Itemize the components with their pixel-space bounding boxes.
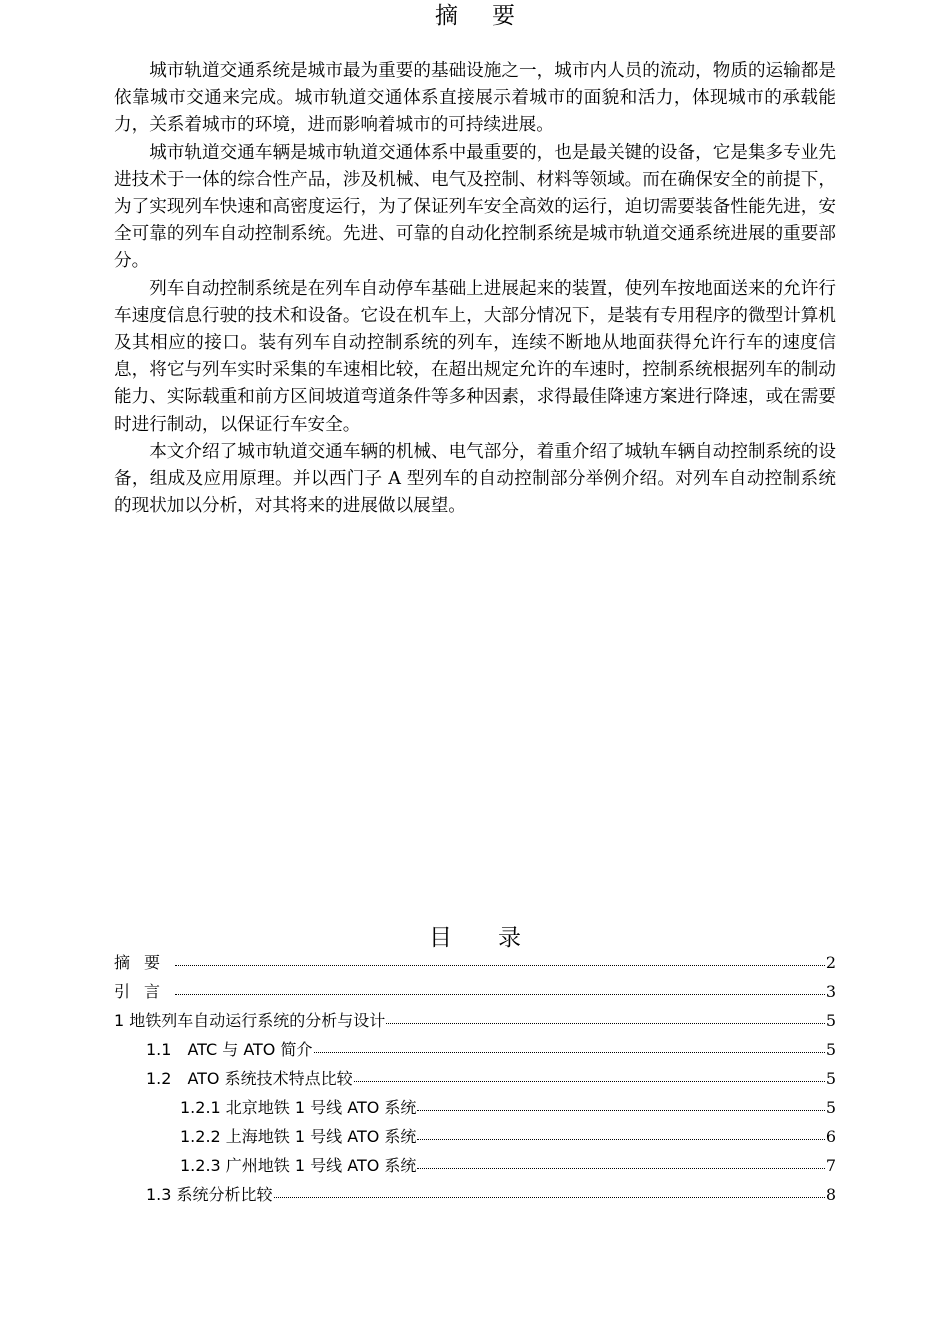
toc-entry-page: 5 xyxy=(825,1069,836,1088)
abstract-title: 摘要 xyxy=(435,3,549,29)
toc-leader-dots xyxy=(274,1181,825,1198)
abstract-paragraph: 城市轨道交通车辆是城市轨道交通体系中最重要的，也是最关键的设备，它是集多专业先进技术于一体的综合性产品，涉及机械、电气及控制、材料等领域。而在确保安全的前提下，为了实现列车快速和高密度运行，为了保证列车安全高效的运行，迫切需要装备性能先进，安全可靠的列车自动控制系统。先进、可靠的自动化控制系统是城市轨道交通系统进展的重要部分。 xyxy=(114,142,836,272)
toc-entry[interactable] xyxy=(114,1066,836,1095)
toc-entry[interactable] xyxy=(114,950,836,979)
abstract-paragraph: 列车自动控制系统是在列车自动停车基础上进展起来的装置，使列车按地面送来的允许行车速度信息行驶的技术和设备。它设在机车上，大部分情况下，是装有专用程序的微型计算机及其相应的接口。装有列车自动控制系统的列车，连续不断地从地面获得允许行车的速度信息，将它与列车实时采集的车速相比较，在超出规定允许的车速时，控制系统根据列车的制动能力、实际载重和前方区间坡道弯道条件等多种因素，求得最佳降速方案进行降速，或在需要时进行制动，以保证行车安全。 xyxy=(114,278,836,435)
toc-leader-dots xyxy=(314,1036,825,1053)
toc-entry[interactable] xyxy=(114,979,836,1008)
abstract-paragraph: 城市轨道交通系统是城市最为重要的基础设施之一，城市内人员的流动，物质的运输都是依靠城市交通来完成。城市轨道交通体系直接展示着城市的面貌和活力，体现城市的承载能力，关系着城市的环境，进而影响着城市的可持续进展。 xyxy=(114,61,836,136)
toc-entry-label: 1.2.3 广州地铁 1 号线 ATO 系统 xyxy=(180,1156,417,1175)
toc-entry[interactable] xyxy=(114,1153,836,1182)
toc-entry-label: 1.3 系统分析比较 xyxy=(146,1185,273,1204)
toc-entry[interactable] xyxy=(114,1182,836,1211)
toc-leader-dots xyxy=(386,1007,825,1024)
toc-leader-dots xyxy=(417,1123,824,1140)
toc-leader-dots xyxy=(175,978,825,995)
toc-title: 目录 xyxy=(429,925,567,951)
toc-leader-dots xyxy=(175,949,825,966)
table-of-contents xyxy=(114,950,836,1211)
toc-entry[interactable] xyxy=(114,1124,836,1153)
toc-entry-page: 5 xyxy=(825,1040,836,1059)
toc-entry[interactable] xyxy=(114,1095,836,1124)
toc-entry-label: 1.2.2 上海地铁 1 号线 ATO 系统 xyxy=(180,1127,417,1146)
toc-entry[interactable] xyxy=(114,1037,836,1066)
toc-entry-page: 7 xyxy=(825,1156,836,1175)
abstract-paragraph: 本文介绍了城市轨道交通车辆的机械、电气部分，着重介绍了城轨车辆自动控制系统的设备，组成及应用原理。并以西门子 A 型列车的自动控制部分举例介绍。对列车自动控制系统的现状加以分析，对其将来的进展做以展望。 xyxy=(114,441,836,517)
toc-leader-dots xyxy=(354,1065,825,1082)
toc-entry-page: 8 xyxy=(825,1185,836,1204)
toc-entry-label: 引言 xyxy=(114,982,175,1001)
toc-entry-label: 1.1 ATC 与 ATO 简介 xyxy=(146,1040,313,1059)
toc-entry-label: 1 地铁列车自动运行系统的分析与设计 xyxy=(114,1011,386,1030)
toc-entry[interactable] xyxy=(114,1008,836,1037)
toc-entry-label: 1.2 ATO 系统技术特点比较 xyxy=(146,1069,353,1088)
abstract-body xyxy=(114,58,836,520)
toc-leader-dots xyxy=(417,1152,824,1169)
toc-entry-page: 6 xyxy=(825,1127,836,1146)
toc-entry-page: 5 xyxy=(825,1098,836,1117)
toc-entry-label: 1.2.1 北京地铁 1 号线 ATO 系统 xyxy=(180,1098,417,1117)
toc-leader-dots xyxy=(417,1094,824,1111)
toc-entry-label: 摘要 xyxy=(114,953,175,972)
toc-entry-page: 2 xyxy=(825,953,836,972)
toc-entry-page: 5 xyxy=(825,1011,836,1030)
toc-entry-page: 3 xyxy=(825,982,836,1001)
